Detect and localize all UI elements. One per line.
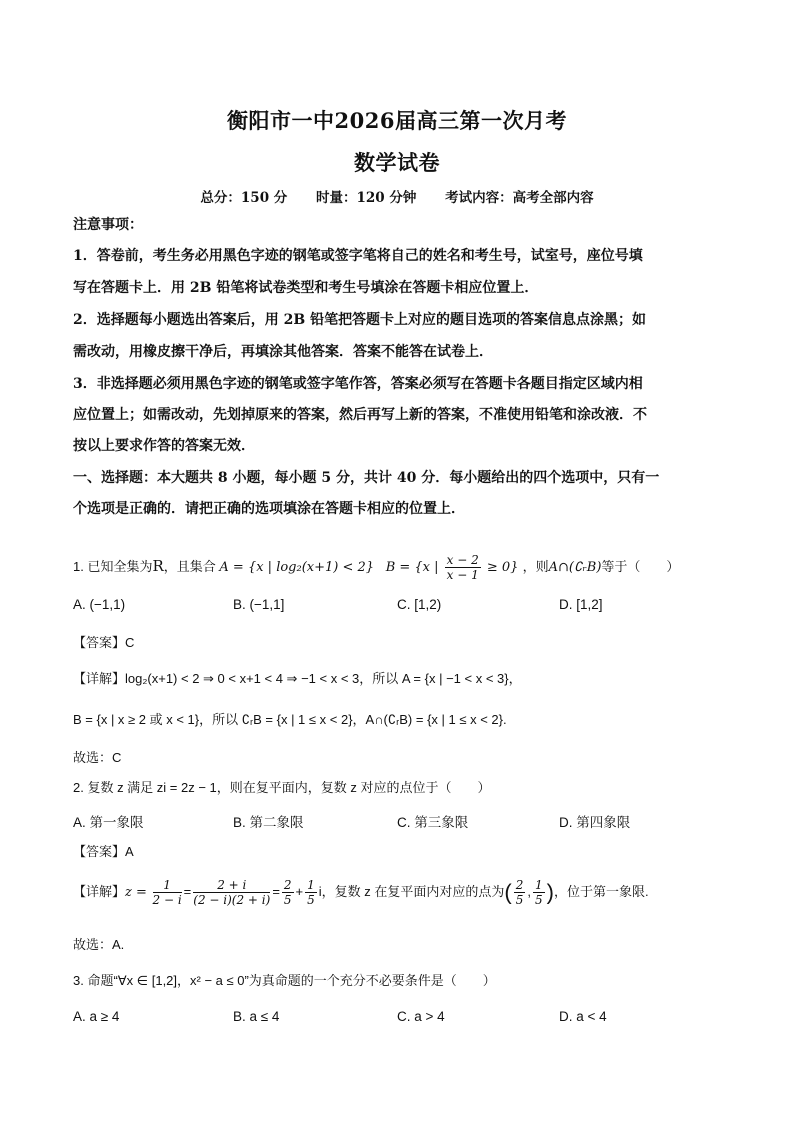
q1-set-b-numerator: x − 2: [446, 553, 479, 567]
q2-point-open-paren: (: [504, 879, 512, 905]
meta-content: 考试内容：高考全部内容: [445, 190, 594, 206]
q2-point-x: [514, 878, 526, 907]
q1-set-a: A = {x | log₂(x+1) < 2}: [219, 560, 375, 575]
exam-title: 衡阳市一中2026届高三第一次月考: [227, 108, 567, 133]
notes-line: 按以上要求作答的答案无效．: [73, 438, 255, 454]
notes-line: 需改动，用橡皮擦干净后，再填涂其他答案．答案不能答在试卷上．: [73, 344, 493, 360]
q1-option-a: A. (−1,1): [73, 597, 126, 612]
question-2-stem: 2. 复数 z 满足 zi = 2z − 1，则在复平面内，复数 z 对应的点位于（ ）: [73, 780, 491, 795]
q2-z-equals: z =: [125, 885, 147, 900]
q2-fraction-4: [305, 878, 317, 907]
q2-f1-denominator: 2 − i: [152, 893, 182, 908]
q1-then: ，则: [522, 559, 549, 574]
notes-line: 2．选择题每小题选出答案后，用 2B 铅笔把答题卡上对应的题目选项的答案信息点涂黑；如: [73, 312, 647, 328]
meta-duration: 时量：120 分钟: [316, 190, 417, 206]
q1-option-c: C. [1,2): [397, 597, 442, 612]
q2-point-y: [533, 878, 545, 907]
q2-detail-mid: i，复数 z 在复平面内对应的点为: [318, 884, 505, 899]
q1-suffix: 等于（ ）: [601, 559, 680, 574]
q3-option-a: A. a ≥ 4: [73, 1009, 120, 1024]
q1-option-d: D. [1,2]: [559, 597, 603, 612]
exam-meta: [0, 186, 794, 206]
q1-universe: R: [152, 557, 164, 575]
q2-fraction-1: [153, 878, 182, 907]
q2-detail-end: ，位于第一象限.: [553, 884, 649, 899]
q2-f2-numerator: 2 + i: [193, 878, 270, 893]
q2-option-b: B. 第二象限: [233, 815, 304, 830]
q2-f4-numerator: 1: [307, 878, 315, 893]
q2-p1-numerator: 2: [515, 878, 524, 893]
q1-option-b: B. (−1,1]: [233, 597, 285, 612]
q2-fraction-3: [282, 878, 294, 907]
q2-conclusion: 故选：A.: [73, 937, 125, 952]
q2-f4-denominator: 5: [307, 893, 315, 908]
q1-mid: ，且集合: [163, 559, 216, 574]
q2-option-a: A. 第一象限: [73, 815, 144, 830]
q2-p2-denominator: 5: [535, 893, 543, 908]
section-heading: 一、选择题：本大题共 8 小题，每小题 5 分，共计 40 分．每小题给出的四个选项中，只有一: [73, 470, 660, 486]
notes-line: 3．非选择题必须用黑色字迹的钢笔或签字笔作答，答案必须写在答题卡各题目指定区域内相: [73, 376, 643, 392]
q2-option-d: D. 第四象限: [559, 815, 631, 830]
question-3-stem: 3. 命题“∀x ∈ [1,2]，x² − a ≤ 0”为真命题的一个充分不必要条件是（ ）: [73, 973, 496, 988]
q2-f3-numerator: 2: [283, 878, 292, 893]
q1-set-b-right: ≥ 0}: [486, 560, 519, 575]
q1-detail-line-1: 【详解】log₂(x+1) < 2 ⇒ 0 < x+1 < 4 ⇒ −1 < x < 3，所以 A = {x | −1 < x < 3}，: [73, 671, 522, 686]
q3-option-c: C. a > 4: [397, 1009, 445, 1024]
q1-set-b-denominator: x − 1: [446, 568, 479, 582]
exam-subtitle: 数学试卷: [354, 150, 440, 175]
q2-f2-denominator: (2 − i)(2 + i): [193, 893, 271, 908]
q1-set-b-left: B = {x |: [385, 560, 439, 575]
q2-fraction-2: [193, 878, 270, 907]
q2-p1-denominator: 5: [515, 893, 524, 908]
notes-line: 写在答题卡上．用 2B 铅笔将试卷类型和考生号填涂在答题卡相应位置上．: [73, 280, 539, 296]
q2-f1-numerator: 1: [153, 878, 182, 893]
q3-option-d: D. a < 4: [559, 1009, 607, 1024]
q2-f3-denominator: 5: [283, 893, 292, 908]
q2-point-close-paren: ): [546, 879, 554, 905]
question-1-stem: [73, 552, 725, 582]
q1-expression: A∩(∁ᵣB): [548, 560, 602, 575]
q2-detail: 【详解】z = $\frac{1}{2 - i}$ = $\frac{2 + i}{(2 - i)(2 + i)}$ = $\frac{2}{5}$ + $\frac{1}{5}$ i，复数 z 在复平面内对应的点为( $\frac{2}{5}$ , $\frac{1}{5}$ )，位于第一象限.: [73, 878, 649, 908]
q1-detail-line-2: B = {x | x ≥ 2 或 x < 1}，所以 ∁ᵣB = {x | 1 ≤ x < 2}，A∩(∁ᵣB) = {x | 1 ≤ x < 2}.: [73, 712, 507, 727]
q2-detail-prefix: 【详解】: [73, 884, 126, 899]
q1-answer: 【答案】C: [73, 635, 135, 650]
notes-line: 1．答卷前，考生务必用黑色字迹的钢笔或签字笔将自己的姓名和考生号，试室号，座位号填: [73, 248, 643, 264]
meta-total-score: 总分：150 分: [200, 190, 288, 206]
q1-conclusion: 故选：C: [73, 750, 122, 765]
q2-option-c: C. 第三象限: [397, 815, 469, 830]
q2-answer: 【答案】A: [73, 844, 134, 859]
notes-heading: 注意事项：: [73, 217, 143, 233]
section-heading: 个选项是正确的．请把正确的选项填涂在答题卡相应的位置上．: [73, 501, 465, 517]
notes-line: 应位置上；如需改动，先划掉原来的答案，然后再写上新的答案，不准使用铅笔和涂改液．不: [73, 407, 647, 423]
q2-p2-numerator: 1: [535, 878, 543, 893]
q3-option-b: B. a ≤ 4: [233, 1009, 280, 1024]
q1-set-b-fraction: [445, 553, 481, 582]
q1-prefix: 1. 已知全集为: [73, 559, 153, 574]
q1-set-b: [385, 553, 523, 582]
